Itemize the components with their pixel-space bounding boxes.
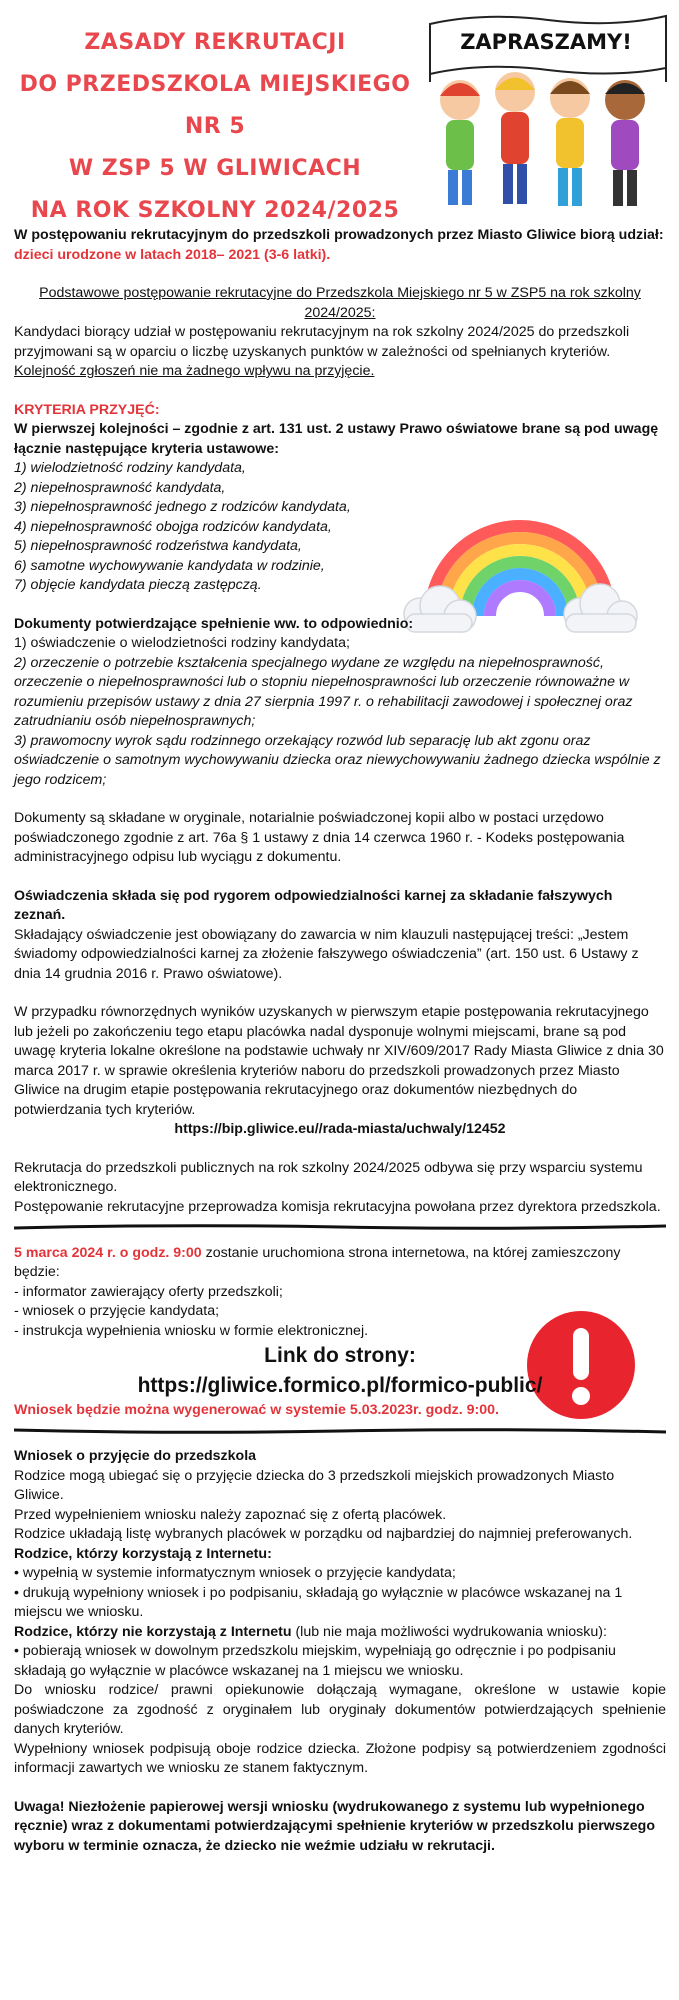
main-content: [14, 226, 666, 1856]
title-line: ZASADY REKRUTACJI: [84, 30, 346, 55]
application-text: Przed wypełnieniem wniosku należy zapoznać się z ofertą placówek.: [14, 1506, 447, 1523]
basic-paragraph: [14, 323, 666, 382]
internet-item: • wypełnią w systemie informatycznym wniosek o przyjęcie kandydata;: [14, 1565, 456, 1581]
documents-item: 2) orzeczenie o potrzebie kształcenia specjalnego wydane ze względu na niepełnosprawność, orzeczenie o niepełnosprawności lub o stopniu niepełnosprawności lub orzeczenie równoważne w rozumieniu przepisów ustawy z dnia 27 sierpnia 1997 r. o rehabilitacji zawodowej i społecznej oraz zatrudnianiu osób niepełnosprawnych;: [14, 654, 633, 729]
launch-paragraph: [14, 1244, 666, 1283]
title-line: DO PRZEDSZKOLA MIEJSKIEGO NR 5: [19, 72, 411, 139]
title-line: W ZSP 5 W GLIWICACH: [68, 156, 362, 181]
page-title: [10, 22, 420, 232]
intro-text: W postępowaniu rekrutacyjnym do przedszkoli prowadzonych przez Miasto Gliwice biorą udział:: [14, 227, 664, 243]
documents-form-note: Dokumenty są składane w oryginale, notarialnie poświadczonej kopii albo w postaci urzędowo poświadczonego zgodnie z art. 76a § 1 ustawy z dnia 14 czerwca 1960 r. - Kodeks postępowania administracyjnego odpisu lub wyciągu z dokumentu.: [14, 810, 625, 865]
criteria-heading: KRYTERIA PRZYJĘĆ:: [14, 401, 160, 418]
declarations-heading: Oświadczenia składa się pod rygorem odpowiedzialności karnej za składanie fałszywych zeznań.: [14, 887, 613, 923]
electronic-line: Rekrutacja do przedszkoli publicznych na rok szkolny 2024/2025 odbywa się przy wsparciu systemu elektronicznego.: [14, 1159, 643, 1195]
basic-heading: Podstawowe postępowanie rekrutacyjne do Przedszkola Miejskiego nr 5 w ZSP5 na rok szkolny 2024/2025:: [39, 285, 641, 321]
criteria-item: 6) samotne wychowywanie kandydata w rodzinie,: [14, 557, 325, 574]
sign-text: Wypełniony wniosek podpisują oboje rodzice dziecka. Złożone podpisy są potwierdzeniem zgodności informacji zawartych we wniosku ze stanem faktycznym.: [14, 1740, 666, 1776]
launch-item: - informator zawierający oferty przedszkoli;: [14, 1283, 283, 1300]
documents-item: 1) oświadczenie o wielodzietności rodziny kandydata;: [14, 635, 350, 651]
application-heading: Wniosek o przyjęcie do przedszkola: [14, 1448, 257, 1464]
criteria-item: 5) niepełnosprawność rodzeństwa kandydata,: [14, 538, 302, 554]
criteria-intro: W pierwszej kolejności – zgodnie z art. 131 ust. 2 ustawy Prawo oświatowe brane są pod uwagę łącznie następujące kryteria ustawowe:: [14, 421, 659, 457]
launch-text: zostanie uruchomiona strona internetowa, na której zamieszczony będzie:: [14, 1244, 621, 1280]
link-label: Link do strony:: [264, 1344, 416, 1367]
intro-paragraph: [14, 226, 666, 265]
launch-item: - wniosek o przyjęcie kandydata;: [14, 1303, 220, 1319]
internet-item: • drukują wypełniony wniosek i po podpisaniu, składają go wyłącznie w placówce wskazanej na 1 miejscu we wniosku.: [14, 1584, 623, 1620]
internet-heading: Rodzice, którzy korzystają z Internetu:: [14, 1545, 272, 1562]
application-text: Rodzice mogą ubiegać się o przyjęcie dziecka do 3 przedszkoli miejskich prowadzonych Miasto Gliwice.: [14, 1467, 615, 1503]
generate-note: Wniosek będzie można wygenerować w systemie 5.03.2023r. godz. 9:00.: [14, 1402, 499, 1418]
intro-highlight: dzieci urodzone w latach 2018– 2021 (3-6 latki).: [14, 246, 331, 263]
no-internet-paragraph: [14, 1623, 666, 1643]
header: [0, 0, 679, 223]
criteria-item: 2) niepełnosprawność kandydata,: [14, 479, 226, 496]
declarations-text: Składający oświadczenie jest obowiązany do zawarcia w nim klauzuli następującej treści: „Jestem świadomy odpowiedzialności karnej za złożenie fałszywego oświadczenia” (art. 150 ust. 6 Ustawy z dnia 14 grudnia 2016 r. Prawo oświatowe).: [14, 926, 639, 982]
criteria-item: 1) wielodzietność rodziny kandydata,: [14, 460, 246, 476]
documents-item: 3) prawomocny wyrok sądu rodzinnego orzekający rozwód lub separację lub akt zgonu oraz oświadczenie o samotnym wychowywaniu dziecka oraz niewychowywaniu żadnego dziecka wspólnie z jego rodzicem;: [14, 732, 661, 788]
children-illustration-icon: [430, 60, 675, 220]
criteria-item: 3) niepełnosprawność jednego z rodziców kandydata,: [14, 499, 351, 515]
warning-text: Uwaga! Niezłożenie papierowej wersji wniosku (wydrukowanego z systemu lub wypełnionego ręcznie) wraz z dokumentami potwierdzającymi spełnienie kryteriów w przedszkolu pierwszego wyboru w terminie oznacza, że dziecko nie weźmie udziału w rekrutacji.: [14, 1798, 655, 1854]
electronic-line: Postępowanie rekrutacyjne przeprowadza komisja rekrutacyjna powołana przez dyrektora przedszkola.: [14, 1198, 661, 1215]
attach-text: Do wniosku rodzice/ prawni opiekunowie dołączają wymagane, określone w ustawie kopie poświadczone za zgodność z oryginałem lub oryginały dokumentów potwierdzających spełnienie danych kryteriów.: [14, 1682, 666, 1737]
criteria-item: 4) niepełnosprawność obojga rodziców kandydata,: [14, 518, 332, 535]
formico-link[interactable]: https://gliwice.formico.pl/formico-public/: [137, 1374, 543, 1397]
title-line: NA ROK SZKOLNY 2024/2025: [30, 198, 400, 223]
divider: [14, 1423, 666, 1439]
equal-results-text: W przypadku równorzędnych wyników uzyskanych w pierwszym etapie postępowania rekrutacyjnego lub jeżeli po zakończeniu tego etapu placówka nadal dysponuje wolnymi miejscami, brane są pod uwagę kryteria lokalne określone na podstawie uchwały nr XIV/609/2017 Rady Miasta Gliwice z dnia 30 marca 2017 r. w sprawie określenia kryteriów naboru do przedszkoli prowadzonych przez Miasto Gliwice na drugim etapie postępowania rekrutacyjnego oraz dokumentów niezbędnych do potwierdzania tych kryteriów.: [14, 1004, 664, 1118]
launch-item: - instrukcja wypełnienia wniosku w formie elektronicznej.: [14, 1322, 369, 1339]
no-internet-note: (lub nie maja możliwości wydrukowania wniosku):: [291, 1623, 607, 1640]
basic-text: Kandydaci biorący udział w postępowaniu rekrutacyjnym na rok szkolny 2024/2025 do przedszkoli przyjmowani są w oparciu o liczbę uzyskanych punktów w zależności od spełnianych kryteriów.: [14, 324, 630, 360]
resolution-link[interactable]: https://bip.gliwice.eu//rada-miasta/uchwaly/12452: [174, 1121, 506, 1137]
no-internet-heading: Rodzice, którzy nie korzystają z Internetu: [14, 1623, 292, 1640]
documents-heading: Dokumenty potwierdzające spełnienie ww. to odpowiednio:: [14, 615, 414, 632]
basic-underline: Kolejność zgłoszeń nie ma żadnego wpływu na przyjęcie.: [14, 363, 375, 379]
no-internet-item: • pobierają wniosek w dowolnym przedszkolu miejskim, wypełniają go odręcznie i po podpisaniu składają go wyłącznie w placówce wskazanej na 1 miejscu we wniosku.: [14, 1643, 616, 1679]
launch-date: 5 marca 2024 r. o godz. 9:00: [14, 1244, 202, 1261]
divider: [14, 1219, 666, 1235]
banner-text: ZAPRASZAMY!: [460, 30, 632, 54]
application-text: Rodzice układają listę wybranych placówek w porządku od najbardziej do najmniej preferowanych.: [14, 1526, 633, 1542]
criteria-item: 7) objęcie kandydata pieczą zastępczą.: [14, 577, 262, 593]
